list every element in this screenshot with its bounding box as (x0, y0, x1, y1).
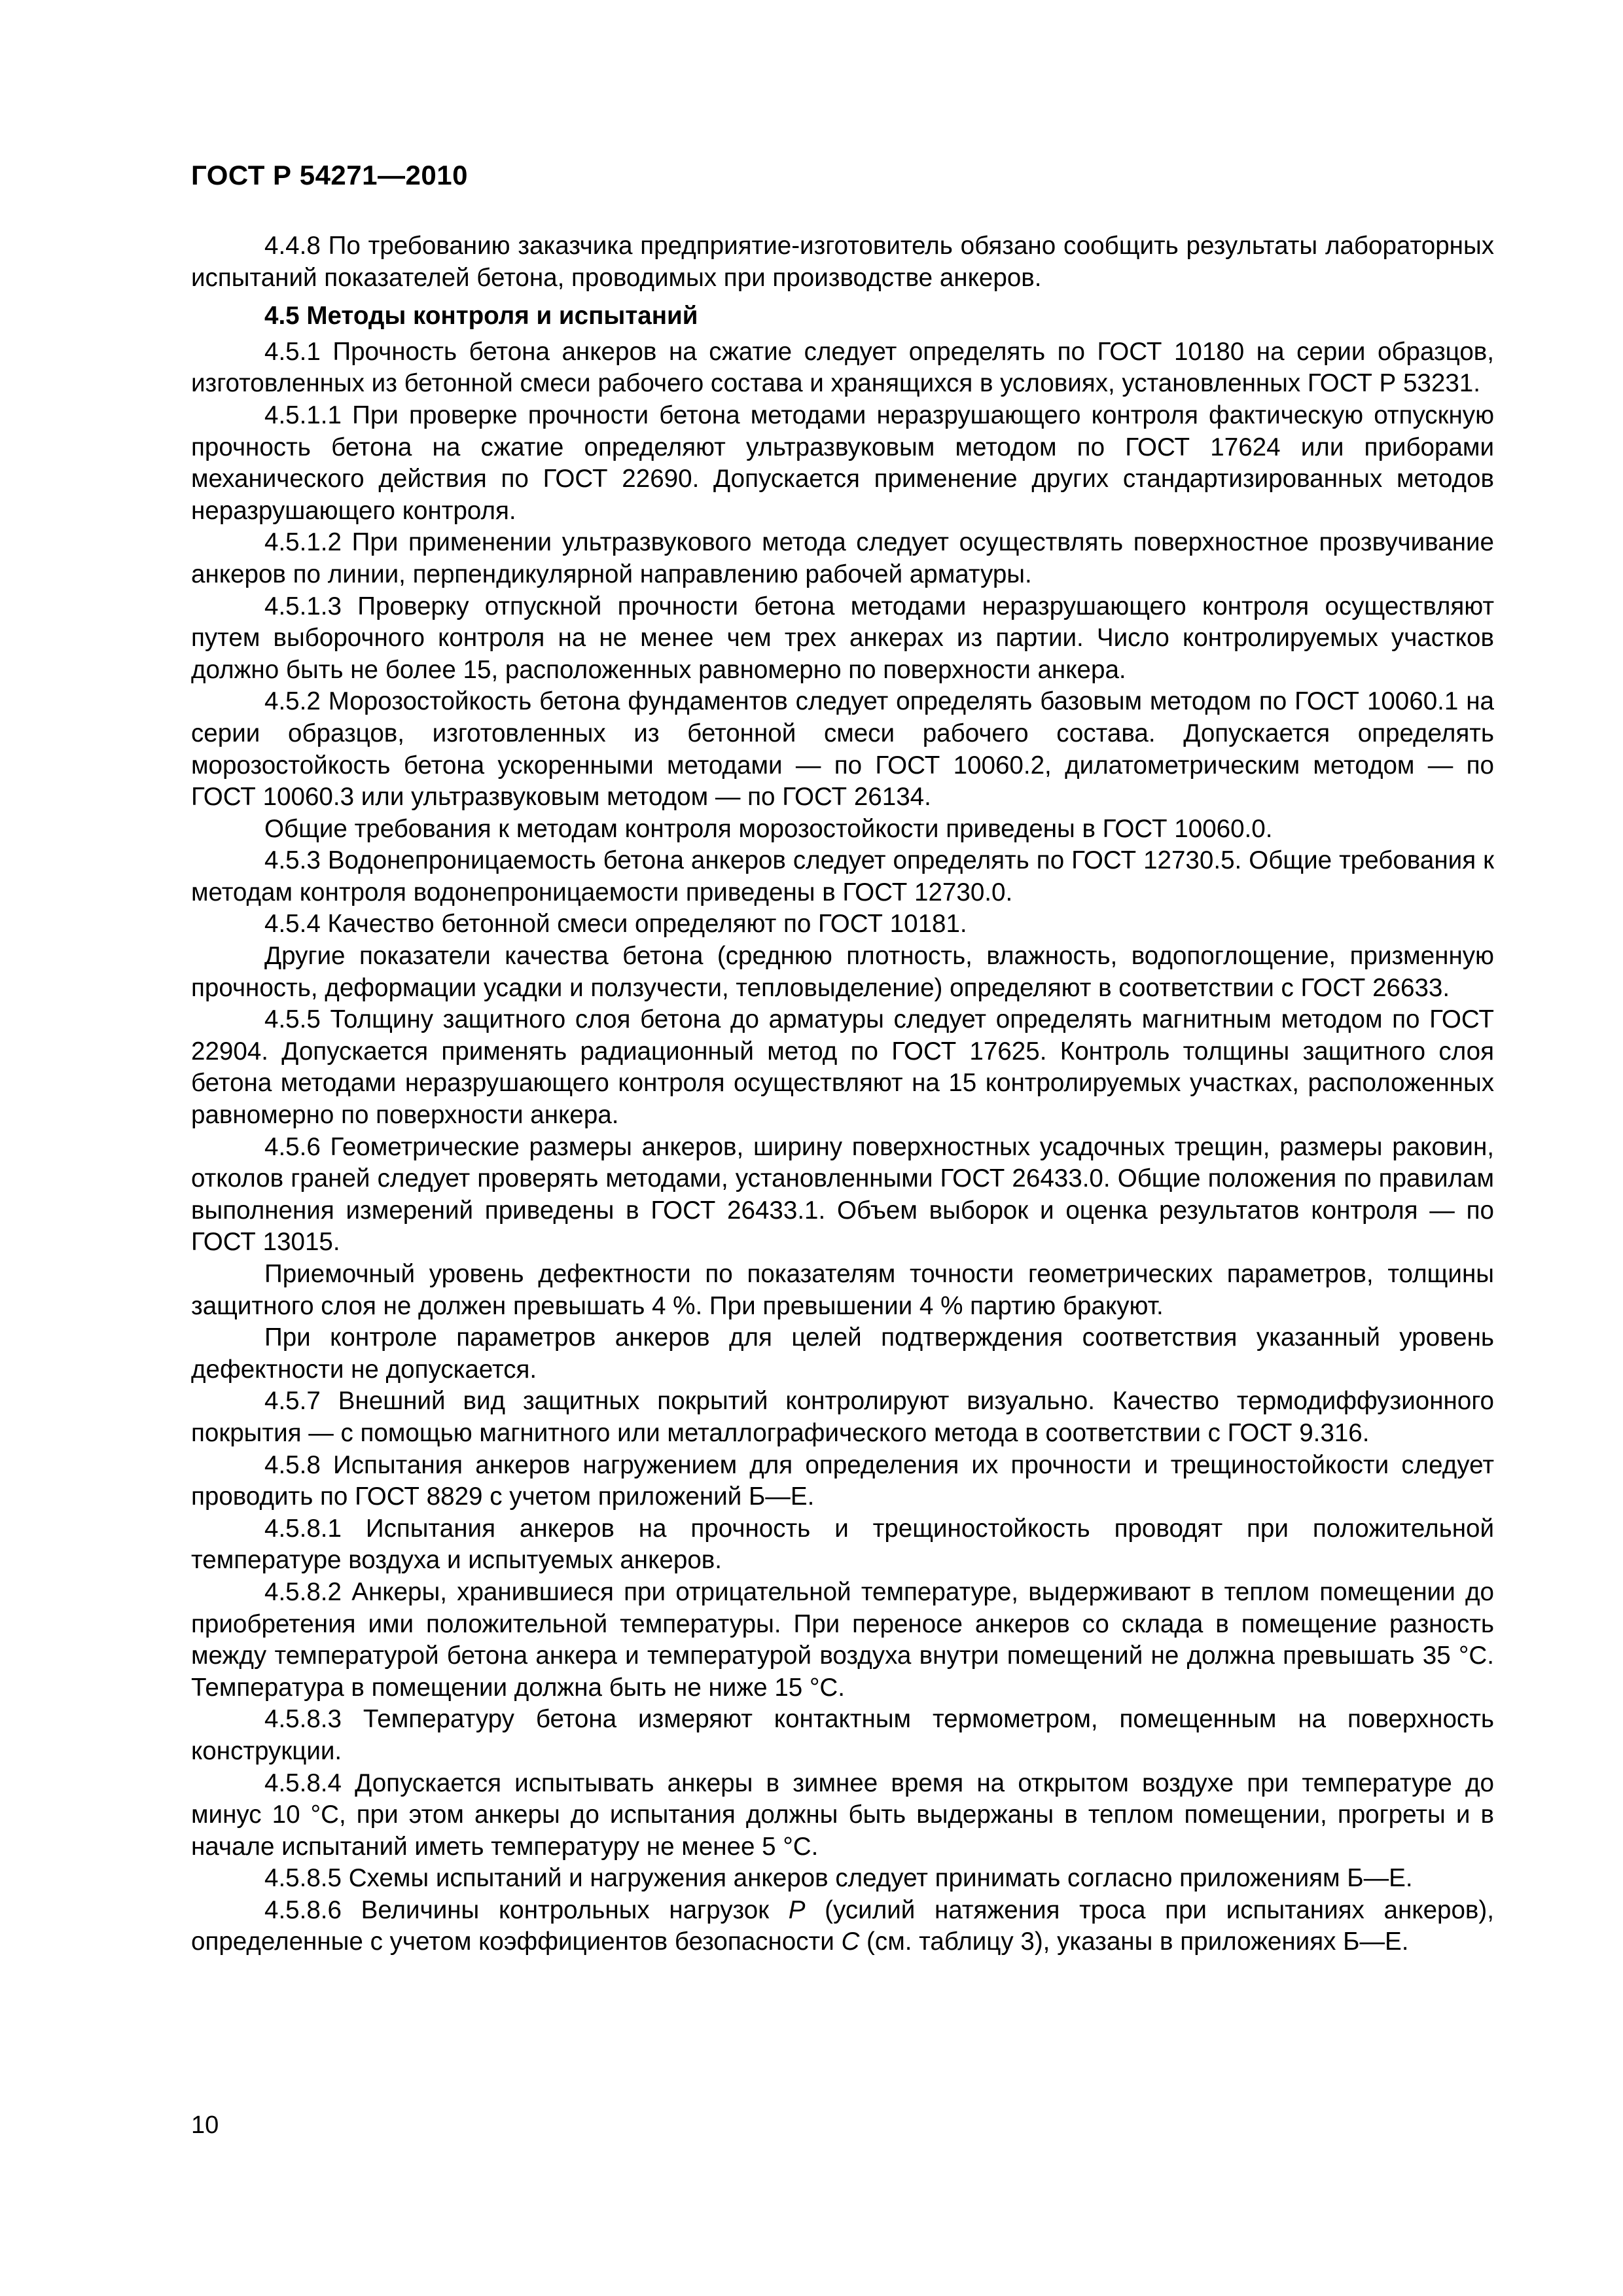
variable-c: С (841, 1928, 860, 1956)
page-number: 10 (191, 2111, 219, 2139)
paragraph-4-5-5: 4.5.5 Толщину защитного слоя бетона до арматуры следует определять магнитным методом по ГОСТ 22904. Допускается применять радиационный метод по ГОСТ 17625. Контроль толщины защитного слоя бетона методами неразрушающего контроля осуществляют на 15 контролируемых участках, расположенных равномерно по поверхности анкера. (191, 1005, 1494, 1130)
paragraph-4-5-8: 4.5.8 Испытания анкеров нагружением для определения их прочности и трещиностойкости следует проводить по ГОСТ 8829 с учетом приложений Б—Е. (191, 1450, 1494, 1511)
paragraph-4-5-8-4: 4.5.8.4 Допускается испытывать анкеры в зимнее время на открытом воздухе при температуре до минус 10 °С, при этом анкеры до испытания должны быть выдержаны в теплом помещении, прогреты и в начале испытаний иметь температуру не менее 5 °С. (191, 1768, 1494, 1861)
paragraph-4-5-6: 4.5.6 Геометрические размеры анкеров, ширину поверхностных усадочных трещин, размеры раковин, отколов граней следует проверять методами, установленными ГОСТ 26433.0. Общие положения по правилам выполнения измерений приведены в ГОСТ 26433.1. Объем выборок и оценка результатов контроля — по ГОСТ 13015. (191, 1132, 1494, 1257)
paragraph-4-5-3: 4.5.3 Водонепроницаемость бетона анкеров следует определять по ГОСТ 12730.5. Общие требования к методам контроля водонепроницаемости приведены в ГОСТ 12730.0. (191, 846, 1494, 906)
paragraph-4-5-2-note: Общие требования к методам контроля морозостойкости приведены в ГОСТ 10060.0. (264, 814, 1273, 843)
document-body (191, 230, 1494, 1958)
paragraph-4-5-8-6 (191, 1895, 1494, 1958)
paragraph-text: 4.5.8.6 Величины контрольных нагрузок (264, 1895, 789, 1924)
section-heading-4-5: 4.5 Методы контроля и испытаний (264, 302, 698, 331)
paragraph-4-5-1-2: 4.5.1.2 При применении ультразвукового метода следует осуществлять поверхностное прозвучивание анкеров по линии, перпендикулярной направлению рабочей арматуры. (191, 528, 1494, 588)
paragraph-4-5-1-3: 4.5.1.3 Проверку отпускной прочности бетона методами неразрушающего контроля осуществляют путем выборочного контроля на не менее чем трех анкерах из партии. Число контролируемых участков должно быть не более 15, расположенных равномерно по поверхности анкера. (191, 592, 1494, 684)
paragraph-4-5-8-1: 4.5.8.1 Испытания анкеров на прочность и трещиностойкость проводят при положительной температуре воздуха и испытуемых анкеров. (191, 1514, 1494, 1575)
paragraph-4-5-4-note: Другие показатели качества бетона (среднюю плотность, влажность, водопоглощение, призменную прочность, деформации усадки и ползучести, тепловыделение) определяют в соответствии с ГОСТ 26633. (191, 942, 1494, 1002)
paragraph-4-5-1: 4.5.1 Прочность бетона анкеров на сжатие следует определять по ГОСТ 10180 на серии образцов, изготовленных из бетонной смеси рабочего состава и хранящихся в условиях, установленных ГОСТ Р 53231. (191, 337, 1494, 398)
paragraph-4-4-8: 4.4.8 По требованию заказчика предприятие-изготовитель обязано сообщить результаты лабораторных испытаний показателей бетона, проводимых при производстве анкеров. (191, 232, 1494, 292)
variable-p: Р (788, 1895, 806, 1924)
paragraph-4-5-1-1: 4.5.1.1 При проверке прочности бетона методами неразрушающего контроля фактическую отпускную прочность бетона на сжатие определяют ультразвуковым методом по ГОСТ 17624 или приборами механического действия по ГОСТ 22690. Допускается применение других стандартизированных методов неразрушающего контроля. (191, 401, 1494, 525)
document-header: ГОСТ Р 54271—2010 (191, 160, 468, 190)
paragraph-4-5-8-5: 4.5.8.5 Схемы испытаний и нагружения анкеров следует принимать согласно приложениям Б—Е. (264, 1864, 1413, 1893)
paragraph-4-5-8-2: 4.5.8.2 Анкеры, хранившиеся при отрицательной температуре, выдерживают в теплом помещении до приобретения ими положительной температуры. При переносе анкеров со склада в помещение разность между температурой бетона анкера и температурой воздуха внутри помещений не должна превышать 35 °С. Температура в помещении должна быть не ниже 15 °С. (191, 1577, 1494, 1702)
paragraph-text: (см. таблицу 3), указаны в приложениях Б—Е. (859, 1928, 1409, 1956)
paragraph-text: (усилий натяжения троса при испытаниях анкеров), определенные с учетом коэффициентов безопасности (191, 1895, 1494, 1956)
paragraph-4-5-6-acceptance: Приемочный уровень дефектности по показателям точности геометрических параметров, толщины защитного слоя не должен превышать 4 %. При превышении 4 % партию бракуют. (191, 1260, 1494, 1320)
paragraph-4-5-4: 4.5.4 Качество бетонной смеси определяют по ГОСТ 10181. (264, 910, 967, 939)
paragraph-4-5-2: 4.5.2 Морозостойкость бетона фундаментов следует определять базовым методом по ГОСТ 10060.1 на серии образцов, изготовленных из бетонной смеси рабочего состава. Допускается определять морозостойкость бетона ускоренными методами — по ГОСТ 10060.2, дилатометрическим методом — по ГОСТ 10060.3 или ультразвуковым методом — по ГОСТ 26134. (191, 687, 1494, 812)
paragraph-4-5-6-conformity: При контроле параметров анкеров для целей подтверждения соответствия указанный уровень дефектности не допускается. (191, 1323, 1494, 1384)
paragraph-4-5-8-3: 4.5.8.3 Температуру бетона измеряют контактным термометром, помещенным на поверхность конструкции. (191, 1705, 1494, 1765)
paragraph-4-5-7: 4.5.7 Внешний вид защитных покрытий контролируют визуально. Качество термодиффузионного покрытия — с помощью магнитного или металлографического метода в соответствии с ГОСТ 9.316. (191, 1387, 1494, 1447)
